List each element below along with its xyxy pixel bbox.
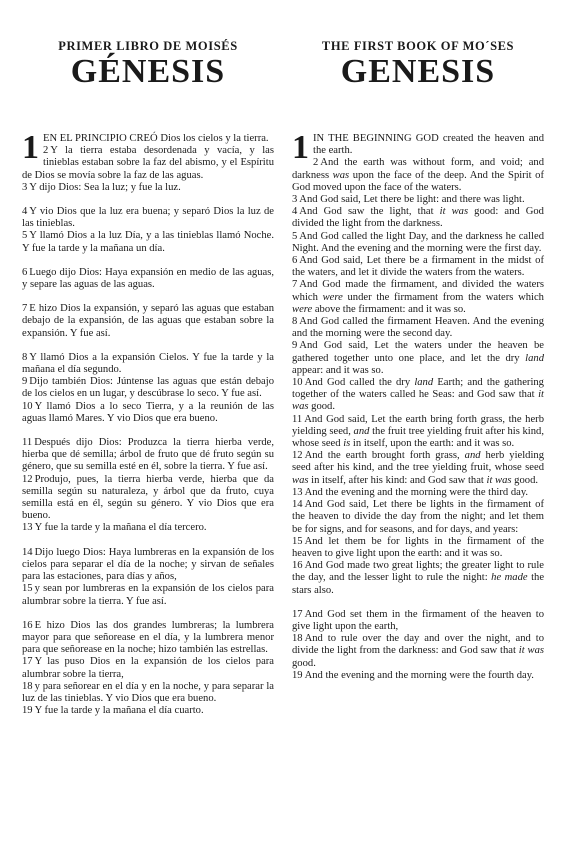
verse-number: 11: [22, 437, 33, 449]
verse-number: 5: [292, 230, 298, 242]
verse-text: EN EL PRINCIPIO CREÓ Dios los cielos y la tierra.: [43, 133, 269, 144]
verse: [292, 414, 544, 451]
spanish-header: [22, 39, 274, 133]
verse: [292, 340, 544, 377]
verse: [292, 487, 544, 499]
verse-number: 5: [22, 230, 28, 242]
spanish-book-subtitle: PRIMER LIBRO DE MOISÉS: [58, 39, 238, 53]
verse-number: 6: [292, 255, 298, 267]
verse: [292, 255, 544, 279]
verse: [292, 194, 544, 206]
verse-text: And God said, Let the earth bring forth grass, the herb yielding seed, and the fruit tree yielding fruit after his kind, whose seed is in itself, upon the earth: and it was so.: [292, 413, 544, 450]
verse-text: Y llamó Dios a la expansión Cielos. Y fue la tarde y la mañana el día segundo.: [22, 351, 274, 376]
verse: [22, 267, 274, 291]
verse-number: 15: [292, 535, 303, 547]
verse-number: 16: [292, 560, 303, 572]
verse-number: 6: [22, 266, 28, 278]
verse: [292, 633, 544, 670]
verse-text: And the evening and the morning were the third day.: [304, 486, 529, 498]
verse-text: Y llamó Dios a lo seco Tierra, y a la reunión de las aguas llamó Mares. Y vio Dios que era bueno.: [22, 400, 274, 424]
spanish-text: [22, 129, 274, 717]
verse: [292, 536, 544, 560]
verse-text: y sean por lumbreras en la expansión de los cielos para alumbrar sobre la tierra. Y fue así.: [22, 583, 274, 607]
verse-text: And the earth was without form, and void; and darkness was upon the face of the deep. And the Spirit of God moved upon the face of the waters.: [292, 157, 544, 193]
verse: [22, 583, 274, 607]
verse-number: 18: [292, 633, 303, 645]
verse: [292, 670, 544, 682]
verse: [22, 522, 274, 534]
verse: [292, 316, 544, 340]
verse: [22, 437, 274, 474]
verse: [22, 230, 274, 254]
verse-number: 8: [22, 351, 28, 363]
verse: [22, 547, 274, 584]
verse-text: And God set them in the firmament of the heaven to give light upon the earth,: [292, 608, 544, 632]
verse: [22, 145, 274, 182]
english-column: [292, 36, 544, 694]
verse-number: 11: [292, 413, 303, 425]
verse: [22, 303, 274, 340]
english-book-title: GENESIS: [340, 53, 496, 90]
english-header: [292, 39, 544, 133]
verse-text: IN THE BEGINNING GOD created the heaven and the earth.: [313, 133, 544, 157]
verse-number: 19: [292, 669, 303, 681]
verse-number: 17: [22, 656, 33, 668]
verse-text: And God said, Let there be a firmament in the midst of the waters, and let it divide the waters from the waters.: [292, 255, 544, 279]
paragraph: [22, 547, 274, 608]
verse-text: Dijo luego Dios: Haya lumbreras en la expansión de los cielos para separar el día de la noche; y sirvan de señales para las estaciones, para días y años,: [22, 546, 274, 583]
verse-text: Dijo también Dios: Júntense las aguas que están debajo de los cielos en un lugar, y descúbrase lo seco. Y fue así.: [22, 376, 274, 400]
verse: [292, 609, 544, 633]
verse-number: 16: [22, 619, 33, 631]
verse-text: E hizo Dios la expansión, y separó las aguas que estaban debajo de la expansión, de las aguas que estaban sobre la expansión. Y fue así.: [22, 303, 274, 339]
paragraph: [22, 620, 274, 718]
verse-number: 9: [22, 376, 28, 388]
verse-number: 18: [22, 680, 33, 692]
english-text: [292, 129, 545, 682]
chapter-number: 1: [22, 129, 39, 166]
verse-text: Y las puso Dios en la expansión de los cielos para alumbrar sobre la tierra,: [22, 656, 274, 680]
verse-text: And to rule over the day and over the night, and to divide the light from the darkness: and God saw that it was good.: [292, 633, 544, 669]
verse-text: And the evening and the morning were the fourth day.: [304, 669, 534, 681]
verse-text: Después dijo Dios: Produzca la tierra hierba verde, hierba que dé semilla; árbol de fruto que dé fruto según su género, que su semilla esté en él, sobre la tierra. Y fue así.: [22, 437, 274, 473]
verse-text: Y fue la tarde y la mañana el día tercero.: [34, 522, 207, 534]
verse-text: And the earth brought forth grass, and herb yielding seed after his kind, and the tree yielding fruit, whose seed was in itself, after his kind: and God saw that it was good.: [292, 450, 544, 486]
verse-number: 14: [22, 546, 33, 558]
verse-number: 9: [292, 340, 298, 352]
verse: [22, 376, 274, 400]
verse-text: Luego dijo Dios: Haya expansión en medio de las aguas, y separe las aguas de las aguas.: [22, 266, 274, 291]
verse: [292, 560, 544, 597]
verse-text: And God saw the light, that it was good: and God divided the light from the darkness.: [292, 206, 544, 230]
verse: [22, 656, 274, 680]
verse-number: 14: [292, 499, 303, 511]
verse-number: 4: [22, 206, 28, 218]
verse-number: 7: [292, 279, 298, 291]
verse: [292, 499, 544, 536]
verse-text: And God said, Let there be lights in the firmament of the heaven to divide the day from the night; and let them be for signs, and for seasons, and for days, and years:: [292, 499, 544, 535]
verse: [22, 705, 274, 717]
verse-number: 15: [22, 583, 33, 595]
verse: [22, 681, 274, 705]
verse-number: 3: [22, 181, 28, 193]
verse-number: 19: [22, 705, 33, 717]
verse-text: And let them be for lights in the firmament of the heaven to give light upon the earth: and it was so.: [292, 535, 544, 559]
verse: [22, 620, 274, 657]
verse-text: And God made the firmament, and divided the waters which were under the firmament from the waters which were above the firmament: and it was so.: [292, 279, 544, 315]
verse-number: 10: [22, 400, 33, 412]
verse: [292, 206, 544, 230]
verse-text: Y fue la tarde y la mañana el día cuarto.: [34, 705, 204, 717]
verse: [292, 129, 544, 166]
verse-number: 12: [22, 473, 33, 485]
paragraph: [22, 303, 274, 340]
verse-text: And God said, Let the waters under the heaven be gathered together unto one place, and let the dry land appear: and it was so.: [292, 340, 544, 376]
verse-text: And God called the firmament Heaven. And the evening and the morning were the second day.: [292, 316, 544, 340]
verse-number: 7: [22, 303, 28, 315]
verse: [22, 474, 274, 523]
spanish-column: [22, 36, 274, 729]
verse-text: And God called the light Day, and the darkness he called Night. And the evening and the morning were the first day.: [292, 230, 544, 254]
verse: [22, 206, 274, 230]
verse-number: 13: [22, 522, 33, 534]
verse-number: 3: [292, 194, 298, 206]
verse-number: 2: [313, 157, 319, 169]
verse-text: And God said, Let there be light: and there was light.: [299, 194, 525, 206]
verse: [292, 450, 544, 487]
verse-number: 4: [292, 206, 298, 218]
verse: [292, 231, 544, 255]
verse: [292, 377, 544, 414]
verse-number: 10: [292, 377, 303, 389]
chapter-number: 1: [292, 129, 309, 166]
verse-text: Y llamó Dios a la luz Día, y a las tinieblas llamó Noche. Y fue la tarde y la mañana un día.: [22, 230, 274, 254]
verse-number: 13: [292, 486, 303, 498]
verse-text: y para señorear en el día y en la noche, y para separar la luz de las tinieblas. Y vio Dios que era bueno.: [22, 680, 274, 704]
paragraph: [22, 206, 274, 255]
verse: [22, 401, 274, 425]
paragraph: [292, 129, 545, 597]
verse: [292, 279, 544, 316]
paragraph: [22, 437, 274, 535]
verse-number: 12: [292, 450, 303, 462]
paragraph: [22, 129, 274, 194]
verse-number: 2: [43, 145, 49, 157]
verse-text: Y dijo Dios: Sea la luz; y fue la luz.: [29, 181, 181, 193]
english-book-subtitle: THE FIRST BOOK OF MO´SES: [321, 39, 515, 53]
verse-text: E hizo Dios las dos grandes lumbreras; la lumbrera mayor para que señorease en el día, y la lumbrera menor para que señorease en la noche; hizo también las estrellas.: [22, 619, 274, 656]
spanish-book-title: GÉNESIS: [70, 53, 226, 90]
paragraph: [292, 609, 544, 682]
verse-number: 17: [292, 608, 303, 620]
paragraph: [22, 352, 274, 425]
verse: [292, 157, 544, 194]
paragraph: [22, 267, 274, 291]
verse-number: 8: [292, 316, 298, 328]
verse: [22, 352, 274, 376]
verse-text: Y la tierra estaba desordenada y vacía, y las tinieblas estaban sobre la faz del abismo, y el Espíritu de Dios se movía sobre la faz de las aguas.: [22, 145, 274, 181]
verse-text: Produjo, pues, la tierra hierba verde, hierba que da semilla según su naturaleza, y árbol que da fruto, cuya semilla está en él, según su género. Y vio Dios que era bueno.: [22, 473, 274, 522]
verse-text: And God made two great lights; the greater light to rule the day, and the lesser light to rule the night: he made the stars also.: [292, 560, 545, 596]
verse-text: Y vio Dios que la luz era buena; y separó Dios la luz de las tinieblas.: [22, 206, 274, 230]
verse: [22, 182, 274, 194]
verse-text: And God called the dry land Earth; and the gathering together of the waters called he Seas: and God saw that it was good.: [292, 377, 544, 413]
